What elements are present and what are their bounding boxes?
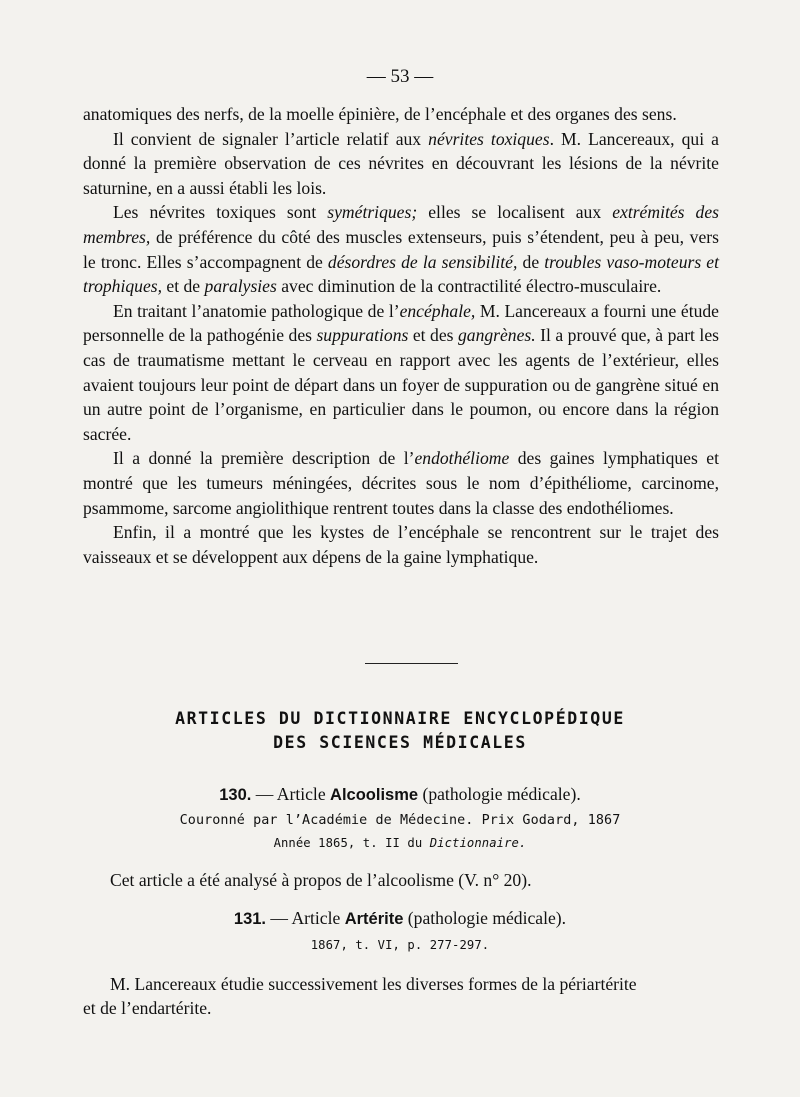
entry-130-title	[0, 784, 800, 805]
entry-130-source	[0, 836, 800, 850]
body-paragraph	[83, 102, 719, 127]
italic-text: symétriques;	[327, 202, 418, 223]
section-heading-line-1: ARTICLES DU DICTIONNAIRE ENCYCLOPÉDIQUE	[175, 709, 625, 728]
entry-131-title	[0, 908, 800, 929]
paragraph-text: anatomiques des nerfs, de la moelle épinière, de l’encéphale et des organes des sens.	[83, 104, 677, 124]
italic-text: paralysies	[204, 276, 277, 297]
paragraph-text: En traitant l’anatomie pathologique de l’	[113, 300, 400, 321]
paragraph-text: Il a prouvé que, à part les cas de traumatisme mettant le cerveau en rapport avec les agents de l’extérieur, elles avaient toujours leur point de départ dans un foyer de suppuration ou de gangrène situé en un autre point de l’organisme, en particulier dans le poumon, ou encore dans la région sacrée.	[83, 325, 719, 444]
body-paragraph	[83, 520, 719, 569]
paragraph-text: et des	[408, 325, 458, 346]
paragraph-text: Les névrites toxiques sont	[113, 202, 328, 223]
italic-text: extrémités des membres,	[83, 202, 720, 247]
paragraph-text: . M. Lancereaux, qui a donné la première observation de ces névrites en découvrant les lésions de la névrite saturnine, en a aussi établi les lois.	[83, 128, 719, 198]
paragraph-text: de préférence du côté des muscles extenseurs, puis s’étendent, peu à peu, vers le tronc. Elles s’accompagnent de	[83, 226, 719, 272]
entry-130-source-italic: Dictionnaire.	[429, 836, 527, 850]
body-paragraph	[83, 299, 719, 447]
entry-130-keyword: Alcoolisme	[330, 786, 419, 804]
page-number: — 53 —	[366, 66, 434, 87]
entry-130-source-text: Année 1865, t. II du	[273, 836, 430, 850]
section-divider	[365, 663, 458, 664]
italic-text: névrites toxiques	[428, 128, 550, 149]
paragraph-text: avec diminution de la contractilité électro-musculaire.	[276, 276, 662, 297]
paragraph-text: M. Lancereaux a fourni une étude personnelle de la pathogénie des	[83, 300, 719, 346]
italic-text: endothéliome	[414, 448, 510, 469]
body-paragraph	[83, 446, 719, 520]
entry-131-source: 1867, t. VI, p. 277-297.	[310, 938, 490, 952]
entry-131-text-line-2: et de l’endartérite.	[83, 998, 212, 1018]
italic-text: gangrènes.	[457, 325, 536, 346]
entry-130-dash: — Article	[251, 784, 331, 804]
section-heading-line-2: DES SCIENCES MÉDICALES	[273, 733, 527, 752]
entry-131-text-line-1: M. Lancereaux étudie successivement les diverses formes de la périartérite	[110, 974, 637, 994]
entry-130-number: 130.	[219, 786, 252, 804]
paragraph-text: Enfin, il a montré que les kystes de l’encéphale se rencontrent sur le trajet des vaisseaux et se développent aux dépens de la gaine lymphatique.	[83, 522, 719, 567]
body-paragraph	[83, 200, 719, 298]
paragraph-text: elles se localisent aux	[417, 202, 613, 223]
body-text-block	[83, 102, 719, 569]
italic-text: troubles vaso-moteurs et trophiques,	[83, 251, 719, 297]
entry-130-rest: (pathologie médicale).	[418, 784, 581, 804]
italic-text: encéphale,	[399, 300, 476, 321]
entry-131-number: 131.	[233, 910, 267, 928]
paragraph-text: des gaines lymphatiques et montré que les tumeurs méningées, décrites sous le nom d’épithéliome, carcinome, psammome, sarcome angiolithique rentrent toutes dans la classe des endothéliomes.	[83, 448, 719, 518]
entry-131-keyword: Artérite	[344, 910, 404, 928]
paragraph-text: et de	[162, 276, 205, 297]
italic-text: suppurations	[316, 325, 409, 346]
paragraph-text: Il convient de signaler l’article relatif aux	[113, 128, 429, 149]
entry-131-dash: — Article	[266, 908, 345, 928]
paragraph-text: Il a donné la première description de l’	[113, 448, 415, 469]
entry-130-subtitle: Couronné par l’Académie de Médecine. Prix Godard, 1867	[179, 813, 621, 828]
paragraph-text: de	[517, 251, 545, 272]
italic-text: désordres de la sensibilité,	[327, 251, 518, 272]
body-paragraph	[83, 127, 719, 201]
entry-131-rest: (pathologie médicale).	[403, 908, 567, 928]
entry-130-note: Cet article a été analysé à propos de l’alcoolisme (V. n° 20).	[110, 870, 532, 890]
